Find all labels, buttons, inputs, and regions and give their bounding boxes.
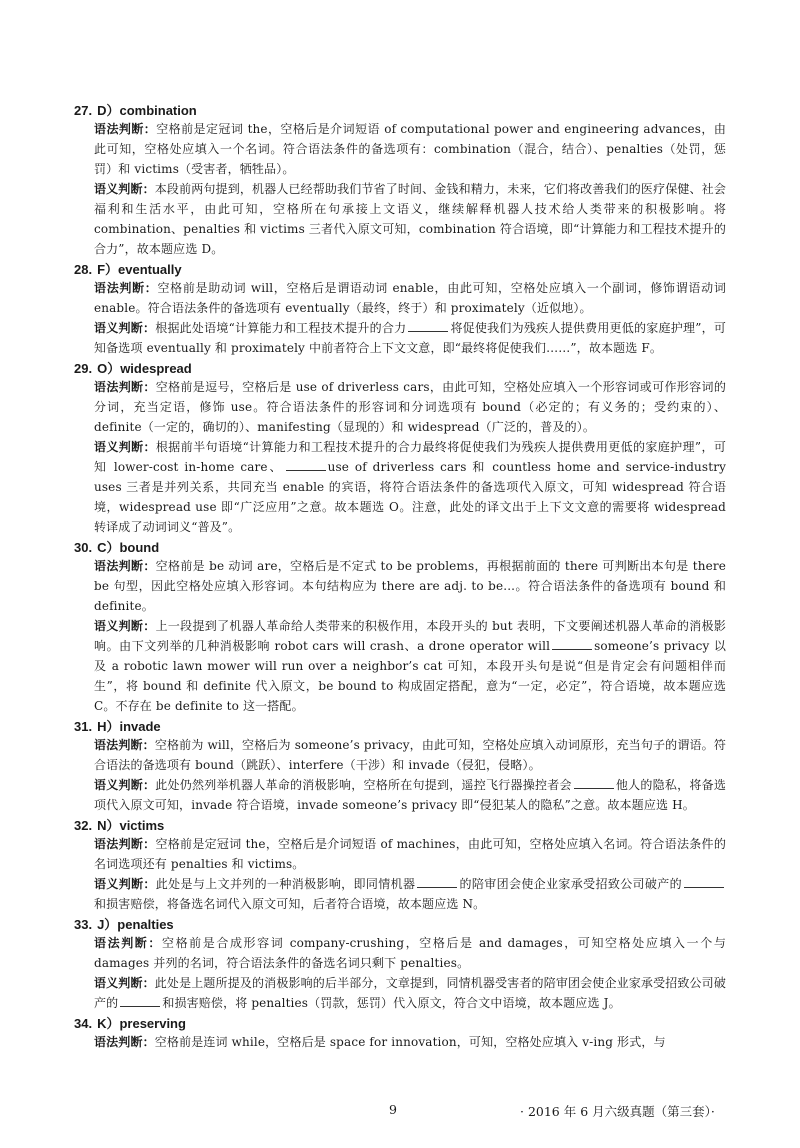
fill-blank — [120, 994, 160, 1007]
answer-choice: C）bound — [97, 540, 160, 555]
question-heading — [74, 360, 726, 377]
question-heading — [74, 539, 726, 556]
explanation-text: 和损害赔偿，将备选名词代入原文可知，后者符合语境，故本题应选 N。 — [94, 897, 486, 911]
fill-blank — [684, 875, 724, 888]
judgment-label: 语义判断： — [94, 440, 156, 454]
explanation-text: 他人的隐私，将备选项代入原文可知，invade 符合语境，invade someone’s privacy 即“侵犯某人的隐私”之意。故本题应选 H。 — [94, 778, 726, 812]
judgment-label: 语义判断： — [94, 778, 156, 792]
explanation-paragraph — [94, 318, 726, 358]
fill-blank — [408, 319, 448, 332]
judgment-label: 语法判断： — [94, 281, 158, 295]
question-heading — [74, 916, 726, 933]
explanation-paragraph — [94, 437, 726, 537]
answer-choice: H）invade — [97, 719, 161, 734]
explanation-text: 本段前两句提到，机器人已经帮助我们节省了时间、金钱和精力，未来，它们将改善我们的医疗保健、社会福利和生活水平，由此可知，空格所在句承接上文语义，继续解释机器人技术给人类带来的积极影响。将 combination、penalties 和 victims 三者代入原文可知，combination 符合语境，即“计算能力和工程技术提升的合力”，故本题应选 D。 — [94, 182, 726, 256]
question-item — [74, 360, 727, 537]
explanation-paragraph — [94, 556, 726, 616]
explanation-text: 的陪审团会使企业家承受招致公司破产的 — [459, 877, 682, 891]
judgment-label: 语义判断： — [94, 976, 155, 990]
judgment-label: 语义判断： — [94, 877, 156, 891]
explanation-text: 此处是与上文并列的一种消极影响，即同情机器 — [155, 877, 416, 891]
question-item — [74, 102, 726, 259]
explanation-text: 此处仍然列举机器人革命的消极影响，空格所在句提到，遥控飞行器操控者会 — [155, 778, 572, 792]
question-item — [74, 539, 726, 716]
explanation-text: 上一段提到了机器人革命给人类带来的积极作用，本段开头的 but 表明，下文要阐述机器人革命的消极影响。由下文列举的几种消极影响 robot cars will crash、a drone operator will — [94, 619, 726, 653]
explanation-text: 空格前是合成形容词 company-crushing，空格后是 and damages，可知空格处应填入一个与 damages 并列的名词，符合语法条件的备选名词只剩下 penalties。 — [94, 936, 726, 970]
question-item — [74, 817, 726, 914]
judgment-label: 语法判断： — [94, 122, 157, 136]
explanation-paragraph — [94, 834, 726, 874]
explanation-paragraph — [94, 735, 726, 775]
explanation-text: 根据前半句语境“计算能力和工程技术提升的合力最终将促使我们为残疾人提供费用更低的家庭护理”，可知 lower-cost in-home care、 — [94, 440, 726, 474]
fill-blank — [574, 776, 614, 789]
explanation-text: use of driverless cars 和 countless home and service-industry uses 三者是并列关系，共同充当 enable 的宾语，将符合语法条件的备选项代入原文，可知 widespread 符合语境，widespread use 即“广泛应用”之意。故本题选 O。注意，此处的译文出于上下文文意的需要将 widespread 转译成了动词词义“普及”。 — [94, 460, 727, 534]
fill-blank — [552, 637, 592, 650]
question-item — [74, 718, 726, 815]
question-heading — [74, 817, 726, 834]
question-number: 27. — [74, 103, 93, 118]
explanation-text: someone’s privacy 以及 a robotic lawn mower will run over a neighbor’s cat 可知，本段开头句是说“但是肯定会有问题相伴而生”，将 bound 和 definite 代入原文，be bound to 构成固定搭配，意为“一定，必定”，符合语境，故本题应选 C。不存在 be definite to 这一搭配。 — [94, 639, 726, 713]
answer-choice: J）penalties — [97, 917, 174, 932]
explanation-text: 将促使我们为残疾人提供费用更低的家庭护理”，可知备选项 eventually 和 proximately 中前者符合上下文文意，即“最终将促使我们……”，故本题选 F。 — [94, 321, 726, 355]
answer-choice: N）victims — [97, 818, 165, 833]
explanation-paragraph — [94, 775, 726, 815]
question-item — [74, 916, 726, 1013]
judgment-label: 语法判断： — [94, 380, 156, 394]
explanation-paragraph — [94, 179, 726, 259]
page-number: 9 — [389, 1102, 397, 1117]
question-heading — [74, 718, 726, 735]
explanation-paragraph — [94, 973, 726, 1013]
explanation-text: 空格前是连词 while，空格后是 space for innovation，可知，空格处应填入 v-ing 形式，与 — [154, 1035, 666, 1049]
explanation-paragraph — [94, 119, 726, 179]
explanation-text: 空格前为 will，空格后为 someone’s privacy，由此可知，空格处应填入动词原形，充当句子的谓语。符合语法的备选项有 bound（跳跃）、interfere（干涉）和 invade（侵犯，侵略）。 — [94, 738, 726, 772]
explanation-text: 空格前是助动词 will，空格后是谓语动词 enable，由此可知，空格处应填入一个副词，修饰谓语动词 enable。符合语法条件的备选项有 eventually（最终，终于）和 proximately（近似地）。 — [94, 281, 726, 315]
question-item — [74, 261, 726, 358]
answer-choice: D）combination — [97, 103, 197, 118]
explanation-paragraph — [94, 616, 726, 716]
question-number: 33. — [74, 917, 93, 932]
question-number: 28. — [74, 262, 93, 277]
question-number: 30. — [74, 540, 93, 555]
explanation-text: 和损害赔偿，将 penalties（罚款，惩罚）代入原文，符合文中语境，故本题应选 J。 — [162, 996, 621, 1010]
fill-blank — [417, 875, 457, 888]
explanation-text: 空格前是 be 动词 are，空格后是不定式 to be problems，再根据前面的 there 可判断出本句是 there be 句型，因此空格处应填入形容词。本句结构应为 there are adj. to be...。符合语法条件的备选项有 bound 和 definite。 — [94, 559, 726, 613]
page-footer — [0, 1102, 800, 1122]
question-number: 34. — [74, 1016, 93, 1031]
explanation-text: 根据此处语境“计算能力和工程技术提升的合力 — [155, 321, 407, 335]
judgment-label: 语义判断： — [94, 182, 155, 196]
explanation-paragraph — [94, 874, 726, 914]
question-number: 32. — [74, 818, 93, 833]
question-number: 29. — [74, 361, 93, 376]
explanation-paragraph — [94, 933, 726, 973]
answer-choice: O）widespread — [97, 361, 192, 376]
explanation-paragraph — [94, 278, 726, 318]
question-item — [74, 1015, 726, 1052]
question-heading — [74, 1015, 726, 1032]
judgment-label: 语法判断： — [94, 559, 156, 573]
question-heading — [74, 102, 726, 119]
judgment-label: 语义判断： — [94, 321, 156, 335]
explanation-text: 空格前是逗号，空格后是 use of driverless cars，由此可知，空格处应填入一个形容词或可作形容词的分词，充当定语，修饰 use。符合语法条件的形容词和分词选项有 bound（必定的；有义务的；受约束的）、definite（一定的，确切的）、manifesting（显现的）和 widespread（广泛的，普及的）。 — [94, 380, 726, 434]
judgment-label: 语义判断： — [94, 619, 156, 633]
judgment-label: 语法判断： — [94, 738, 155, 752]
explanation-paragraph — [94, 1032, 726, 1052]
question-heading — [74, 261, 726, 278]
explanation-text: 空格前是定冠词 the，空格后是介词短语 of computational power and engineering advances，由此可知，空格处应填入一个名词。符合语法条件的备选项有：combination（混合，结合）、penalties（处罚，惩罚）和 victims（受害者，牺牲品）。 — [94, 122, 726, 176]
fill-blank — [286, 458, 326, 471]
explanation-paragraph — [94, 377, 726, 437]
judgment-label: 语法判断： — [94, 837, 156, 851]
question-number: 31. — [74, 719, 93, 734]
judgment-label: 语法判断： — [94, 936, 162, 950]
exam-source: · 2016 年 6 月六级真题（第三套）· — [520, 1104, 715, 1119]
judgment-label: 语法判断： — [94, 1035, 155, 1049]
answer-explanations — [74, 102, 727, 1054]
explanation-text: 空格前是定冠词 the，空格后是介词短语 of machines，由此可知，空格处应填入名词。符合语法条件的名词选项还有 penalties 和 victims。 — [94, 837, 726, 871]
answer-choice: K）preserving — [97, 1016, 186, 1031]
explanation-text: 此处是上题所提及的消极影响的后半部分，文章提到，同情机器受害者的陪审团会使企业家承受招致公司破产的 — [94, 976, 726, 1010]
answer-choice: F）eventually — [97, 262, 182, 277]
